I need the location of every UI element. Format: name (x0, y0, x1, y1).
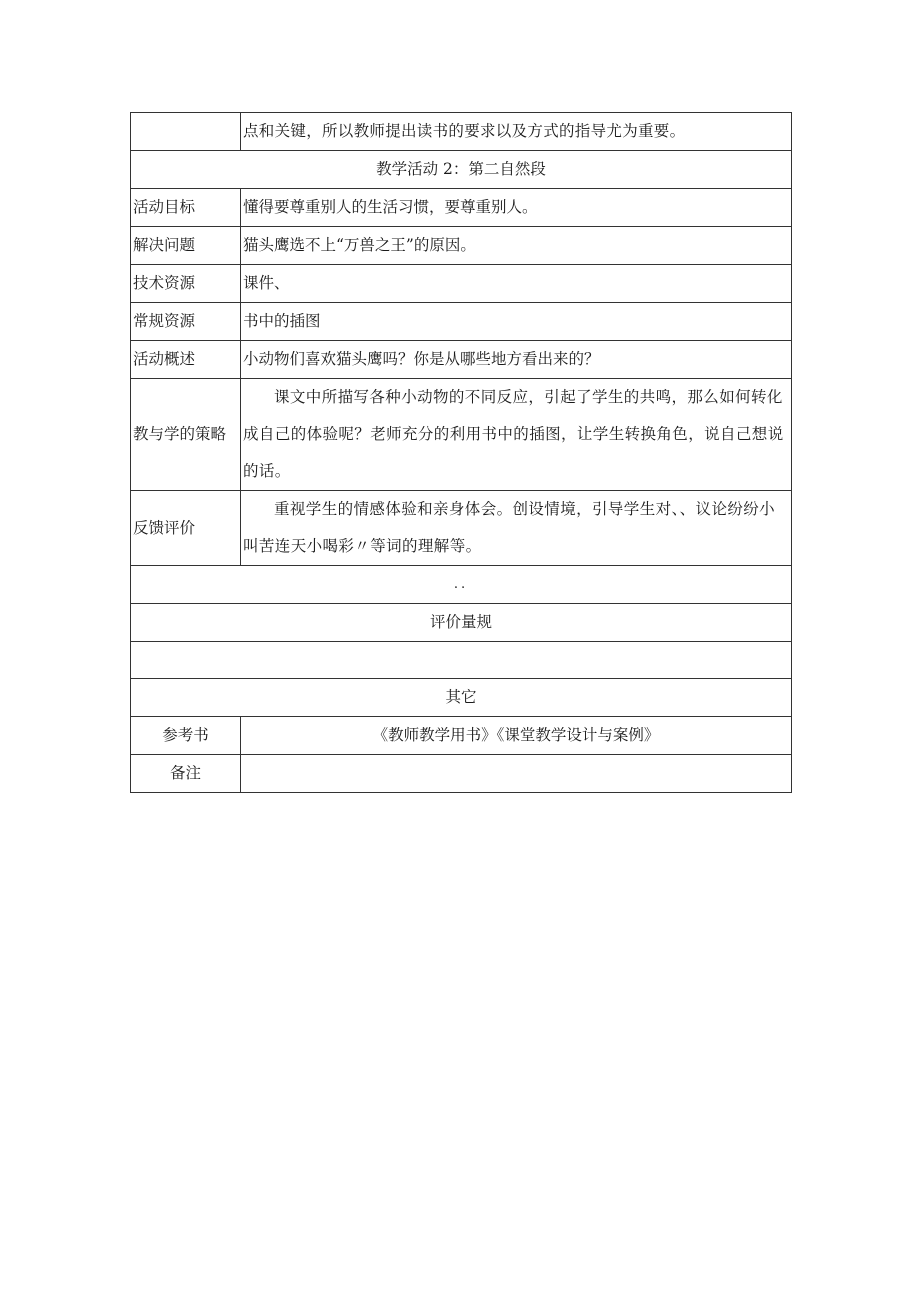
rubric-header: 评价量规 (131, 604, 792, 642)
reference-value: 《教师教学用书》《课堂教学设计与案例》 (241, 717, 792, 755)
overview-value: 小动物们喜欢猫头鹰吗？你是从哪些地方看出来的？ (241, 341, 792, 379)
strategy-text: 课文中所描写各种小动物的不同反应，引起了学生的共鸣，那么如何转化成自己的体验呢？老师充分的利用书中的插图，让学生转换角色，说自己想说的话。 (243, 388, 784, 480)
reference-label: 参考书 (131, 717, 241, 755)
problem-row (131, 227, 792, 265)
notes-value (241, 755, 792, 793)
overview-label: 活动概述 (131, 341, 241, 379)
goal-row (131, 189, 792, 227)
continuation-label-cell (131, 113, 241, 151)
feedback-row (131, 491, 792, 566)
reference-row (131, 717, 792, 755)
dots-text: .. (131, 566, 792, 604)
activity-section-title: 教学活动 2：第二自然段 (131, 151, 792, 189)
goal-label: 活动目标 (131, 189, 241, 227)
regular-row (131, 303, 792, 341)
rubric-empty-row (131, 642, 792, 679)
dots-row (131, 566, 792, 604)
overview-row (131, 341, 792, 379)
continuation-text: 点和关键，所以教师提出读书的要求以及方式的指导尤为重要。 (241, 113, 792, 151)
regular-value: 书中的插图 (241, 303, 792, 341)
other-header-row (131, 679, 792, 717)
tech-label: 技术资源 (131, 265, 241, 303)
activity-section-row (131, 151, 792, 189)
other-header: 其它 (131, 679, 792, 717)
regular-label: 常规资源 (131, 303, 241, 341)
notes-label: 备注 (131, 755, 241, 793)
notes-row (131, 755, 792, 793)
goal-value: 懂得要尊重别人的生活习惯，要尊重别人。 (241, 189, 792, 227)
feedback-text: 重视学生的情感体验和亲身体会。创设情境，引导学生对、、议论纷纷小叫苦连天小喝彩〃等词的理解等。 (243, 500, 776, 555)
strategy-label: 教与学的策略 (131, 379, 241, 491)
problem-value: 猫头鹰选不上“万兽之王”的原因。 (241, 227, 792, 265)
feedback-label: 反馈评价 (131, 491, 241, 566)
problem-label: 解决问题 (131, 227, 241, 265)
strategy-cell (241, 379, 792, 491)
strategy-row (131, 379, 792, 491)
continuation-row (131, 113, 792, 151)
tech-row (131, 265, 792, 303)
feedback-cell (241, 491, 792, 566)
rubric-header-row (131, 604, 792, 642)
rubric-empty-cell (131, 642, 792, 679)
lesson-plan-table (130, 112, 792, 793)
tech-value: 课件、 (241, 265, 792, 303)
